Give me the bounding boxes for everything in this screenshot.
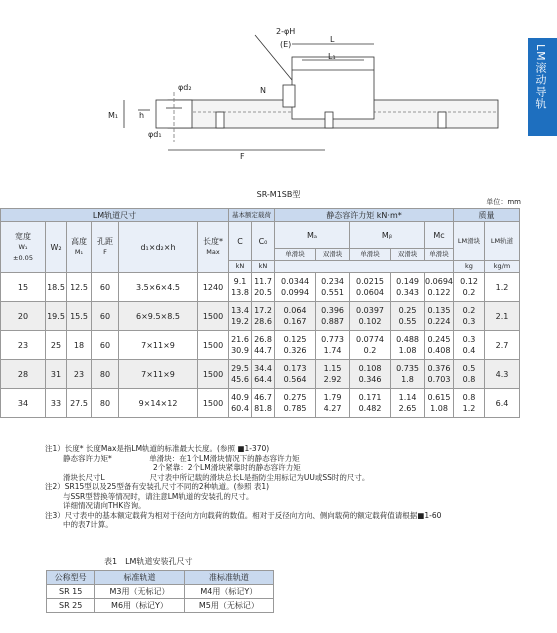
cell-c-value: 45.6	[231, 375, 249, 384]
cell-c0	[252, 331, 275, 360]
hdr-max: Max	[206, 248, 220, 256]
cell-c0-value: 26.8	[254, 335, 272, 344]
cell-mb2-value: 1.14	[398, 393, 417, 402]
cell-ma1-value: 0.564	[283, 375, 307, 384]
cell-mc-value: 0.245	[427, 335, 451, 344]
t1-cell: M6用（标记Y）	[95, 599, 184, 613]
t1-header: 标准轨道	[95, 571, 184, 585]
cell-blk-value: 0.3	[462, 335, 476, 344]
cell-c0-value: 11.7	[254, 277, 272, 286]
cell-c-value: 21.6	[231, 335, 249, 344]
cell-rail: 2.1	[485, 302, 520, 331]
cell-mb1-value: 0.0397	[356, 306, 385, 315]
hdr-lm-rail: LM轨道	[485, 222, 520, 261]
note-line: 2个紧靠：2个LM滑块紧靠时的静态容许力矩	[63, 463, 301, 472]
label-d2: φd₂	[178, 83, 192, 92]
hdr-height	[67, 222, 92, 273]
hdr-pitch	[92, 222, 119, 273]
cell-m1: 23	[67, 360, 92, 389]
cell-c0-value: 46.7	[254, 393, 272, 402]
table-row	[1, 331, 520, 360]
cell-ma2-value: 2.92	[323, 375, 342, 384]
cell-mc-value: 0.703	[427, 375, 451, 384]
cell-bolt: 7×11×9	[119, 331, 198, 360]
cell-c0	[252, 389, 275, 418]
cell-w1: 20	[1, 302, 46, 331]
cell-bolt: 6×9.5×8.5	[119, 302, 198, 331]
hdr-w1: W₁	[18, 242, 28, 251]
t1-cell: SR 15	[47, 585, 95, 599]
cell-ma1-value: 0.785	[283, 404, 307, 413]
cell-c0-value: 20.5	[254, 288, 272, 297]
cell-mc-value: 1.08	[430, 404, 448, 413]
cell-c0-value: 81.8	[254, 404, 272, 413]
cell-mb1	[349, 389, 390, 418]
cell-ma2	[316, 273, 350, 302]
cell-c	[229, 389, 252, 418]
side-tab-label: LM滚动导轨	[534, 44, 547, 110]
cell-blk-value: 0.2	[462, 306, 476, 315]
hdr-f: F	[103, 248, 107, 256]
cell-w1: 15	[1, 273, 46, 302]
cell-ma1-value: 0.0344	[281, 277, 310, 286]
cell-c-value: 40.9	[231, 393, 249, 402]
cell-mc-value: 0.122	[427, 288, 451, 297]
cell-m1: 27.5	[67, 389, 92, 418]
t1-cell: M5用（无标记）	[184, 599, 273, 613]
cell-c	[229, 302, 252, 331]
hdr-length-label: 长度*	[203, 237, 223, 246]
cell-f: 60	[92, 331, 119, 360]
unit-c0: kN	[252, 261, 275, 273]
cell-mb2-value: 1.8	[401, 375, 414, 384]
cell-ma2	[316, 302, 350, 331]
cell-blk-value: 0.3	[462, 317, 476, 326]
cell-mb1-value: 0.0774	[356, 335, 385, 344]
cell-mb2-value: 2.65	[398, 404, 417, 413]
note-line: 注3）尺寸表中的基本额定载荷为相对于径向方向载荷的数值。相对于反径向方向、侧向载荷的额定载荷值请根据■1-60	[45, 510, 442, 520]
cell-blk	[454, 389, 485, 418]
cell-m1: 15.5	[67, 302, 92, 331]
hdr-bolt: d₁×d₂×h	[119, 222, 198, 273]
cell-w2: 33	[46, 389, 67, 418]
cell-mb1-value: 0.346	[358, 375, 382, 384]
cell-c-value: 9.1	[233, 277, 247, 286]
cell-blk-value: 0.12	[460, 277, 478, 286]
cell-max: 1500	[198, 331, 229, 360]
t1-cell: M4用（标记Y）	[184, 585, 273, 599]
cell-ma2-value: 0.887	[321, 317, 344, 326]
cell-f: 60	[92, 273, 119, 302]
cell-max: 1240	[198, 273, 229, 302]
cell-mc	[425, 331, 454, 360]
unit-label: 单位：mm	[486, 198, 521, 206]
cell-ma1	[275, 331, 316, 360]
cell-mb1-value: 0.482	[358, 404, 382, 413]
cell-ma1-value: 0.275	[283, 393, 307, 402]
table1	[46, 570, 274, 613]
hdr-mb: Mᵦ	[349, 222, 424, 249]
cell-blk-value: 0.8	[462, 375, 476, 384]
cell-blk-value: 0.2	[462, 288, 476, 297]
cell-ma2-value: 0.551	[321, 288, 344, 297]
hdr-width	[1, 222, 46, 273]
cell-mc-value: 0.408	[427, 346, 451, 355]
cell-blk	[454, 302, 485, 331]
note-line: 静态容许力矩* 单滑块：在1个LM滑块情况下的静态容许力矩	[63, 453, 300, 463]
cell-f: 60	[92, 302, 119, 331]
cell-w1: 28	[1, 360, 46, 389]
note-line: 滑块长尺寸L 尺寸表中所记载的滑块总长L是指防尘用标记为UU或SS时的尺寸。	[63, 472, 370, 482]
group-mass: 质量	[454, 209, 520, 222]
label-d1: φd₁	[148, 130, 162, 139]
cell-mc-value: 0.0694	[425, 277, 453, 286]
cell-bolt: 3.5×6×4.5	[119, 273, 198, 302]
cell-max: 1500	[198, 302, 229, 331]
cell-m1: 18	[67, 331, 92, 360]
cell-mb2	[391, 302, 425, 331]
side-tab[interactable]	[528, 38, 557, 136]
cell-mb2-value: 0.488	[396, 335, 419, 344]
note-line: 中的表7计算。	[63, 520, 113, 529]
cell-ma2-value: 0.396	[321, 306, 344, 315]
t1-header: 准标准轨道	[184, 571, 273, 585]
hdr-height-label: 高度	[71, 237, 87, 246]
cell-ma2	[316, 389, 350, 418]
hdr-ma: Mₐ	[275, 222, 350, 249]
cell-mb2-value: 0.735	[396, 364, 419, 373]
cell-blk	[454, 273, 485, 302]
cell-mb2-value: 0.25	[398, 306, 417, 315]
cell-mc	[425, 302, 454, 331]
cell-rail: 2.7	[485, 331, 520, 360]
cell-ma1-value: 0.125	[283, 335, 307, 344]
cell-ma2-value: 0.773	[321, 335, 344, 344]
cell-max: 1500	[198, 360, 229, 389]
cell-ma1	[275, 389, 316, 418]
cell-ma2-value: 1.15	[323, 364, 342, 373]
cell-mb1-value: 0.171	[358, 393, 382, 402]
cell-c	[229, 273, 252, 302]
table-row	[1, 389, 520, 418]
table-row	[1, 360, 520, 389]
cell-ma2-value: 0.234	[321, 277, 344, 286]
cell-f: 80	[92, 389, 119, 418]
cell-c-value: 29.5	[231, 364, 249, 373]
hdr-mc: Mc	[425, 222, 454, 249]
unit-kg: kg	[454, 261, 485, 273]
cell-c-value: 30.9	[231, 346, 249, 355]
label-l: L	[330, 35, 335, 44]
cell-mc	[425, 389, 454, 418]
hdr-width-label: 宽度	[15, 231, 31, 241]
hdr-lm-block: LM滑块	[454, 222, 485, 261]
cell-ma1	[275, 273, 316, 302]
cell-c	[229, 331, 252, 360]
cell-mc-value: 0.135	[427, 306, 451, 315]
cell-w2: 31	[46, 360, 67, 389]
group-rail-dims: LM轨道尺寸	[1, 209, 229, 222]
figure-caption: SR-M1SB型	[256, 190, 301, 199]
hdr-length	[198, 222, 229, 273]
cell-c0	[252, 360, 275, 389]
cell-c-value: 13.4	[231, 306, 249, 315]
cell-blk-value: 0.8	[462, 393, 476, 402]
cell-ma1-value: 0.326	[283, 346, 307, 355]
cell-c0-value: 64.4	[254, 375, 272, 384]
label-e: (E)	[280, 40, 292, 49]
cell-c	[229, 360, 252, 389]
spec-table	[0, 208, 520, 418]
cell-mc-value: 0.376	[427, 364, 451, 373]
table1-caption: 表1 LM轨道安装孔尺寸	[104, 557, 193, 566]
cell-mb2-value: 0.55	[398, 317, 417, 326]
notes	[45, 444, 535, 530]
cell-ma1-value: 0.0994	[281, 288, 310, 297]
t1-cell: SR 25	[47, 599, 95, 613]
cell-w2: 25	[46, 331, 67, 360]
cell-c0	[252, 273, 275, 302]
cell-mb1	[349, 331, 390, 360]
cell-c0	[252, 302, 275, 331]
cell-ma2-value: 4.27	[323, 404, 342, 413]
cell-rail: 1.2	[485, 273, 520, 302]
cell-c0-value: 17.2	[254, 306, 272, 315]
cell-f: 80	[92, 360, 119, 389]
cell-bolt: 9×14×12	[119, 389, 198, 418]
cell-ma1	[275, 302, 316, 331]
hdr-m1: M₁	[74, 248, 84, 256]
cell-mb1	[349, 360, 390, 389]
cell-mb1-value: 0.108	[358, 364, 382, 373]
cell-mb2-value: 1.08	[398, 346, 417, 355]
hdr-ma-double: 双滑块	[316, 249, 350, 261]
note-line: 注1）长度* 长度Max是指LM轨道的标准最大长度。(参照 ■1-370)	[45, 444, 270, 453]
t1-cell: M3用（无标记）	[95, 585, 184, 599]
cell-mb2	[391, 389, 425, 418]
cell-rail: 4.3	[485, 360, 520, 389]
cell-c-value: 13.8	[231, 288, 249, 297]
cell-c0-value: 28.6	[254, 317, 272, 326]
cell-mc-value: 0.224	[427, 317, 451, 326]
note-line: 与SSR型替换等情况时，请注意LM轨道的安装孔的尺寸。	[63, 491, 254, 501]
cell-blk-value: 0.4	[462, 346, 476, 355]
cell-m1: 12.5	[67, 273, 92, 302]
label-l1: L₁	[328, 52, 336, 61]
hdr-c0: C₀	[252, 222, 275, 261]
cell-ma1	[275, 360, 316, 389]
cell-ma2-value: 1.79	[323, 393, 342, 402]
cell-mb1-value: 0.2	[363, 346, 377, 355]
cell-mb2	[391, 331, 425, 360]
cell-w2: 19.5	[46, 302, 67, 331]
cell-ma1-value: 0.167	[283, 317, 307, 326]
cell-mb1	[349, 273, 390, 302]
cell-mb2	[391, 273, 425, 302]
cell-blk	[454, 360, 485, 389]
cell-mb1	[349, 302, 390, 331]
label-f: F	[240, 152, 245, 161]
cell-mb1-value: 0.102	[358, 317, 382, 326]
t1-header: 公称型号	[47, 571, 95, 585]
hdr-mb-double: 双滑块	[391, 249, 425, 261]
cell-mc	[425, 273, 454, 302]
cell-mb1-value: 0.0215	[356, 277, 385, 286]
cell-rail: 6.4	[485, 389, 520, 418]
group-static-moment: 静态容许力矩 kN·m*	[275, 209, 454, 222]
cell-w1: 23	[1, 331, 46, 360]
cell-mb2	[391, 360, 425, 389]
cell-w1: 34	[1, 389, 46, 418]
cell-mb2-value: 0.343	[396, 288, 419, 297]
hdr-w1-tol: ±0.05	[13, 253, 33, 262]
cell-blk-value: 1.2	[462, 404, 476, 413]
label-holes: 2-φH	[276, 27, 296, 36]
hdr-mc-single: 单滑块	[425, 249, 454, 261]
cell-w2: 18.5	[46, 273, 67, 302]
hdr-w2: W₂	[46, 222, 67, 273]
note-line: 注2）SR15型以及25型备有安装孔尺寸不同的2种轨道。(参照 表1)	[45, 482, 270, 491]
cell-mb1-value: 0.0604	[356, 288, 385, 297]
hdr-pitch-label: 孔距	[97, 237, 113, 246]
cell-blk	[454, 331, 485, 360]
unit-c: kN	[229, 261, 252, 273]
table-row	[1, 302, 520, 331]
unit-kgm: kg/m	[485, 261, 520, 273]
cell-ma2	[316, 360, 350, 389]
cell-mb2-value: 0.149	[396, 277, 419, 286]
cell-ma2-value: 1.74	[323, 346, 342, 355]
hdr-ma-single: 单滑块	[275, 249, 316, 261]
cell-bolt: 7×11×9	[119, 360, 198, 389]
hdr-mb-single: 单滑块	[349, 249, 390, 261]
cell-blk-value: 0.5	[462, 364, 476, 373]
label-h: h	[139, 111, 145, 120]
cell-c-value: 60.4	[231, 404, 249, 413]
cell-max: 1500	[198, 389, 229, 418]
note-line: 详细情况请向THK咨询。	[63, 501, 146, 510]
label-m1: M₁	[108, 111, 119, 120]
group-basic-rating: 基本额定载荷	[229, 209, 275, 222]
cell-mc	[425, 360, 454, 389]
cell-ma2	[316, 331, 350, 360]
cell-mc-value: 0.615	[427, 393, 451, 402]
table-row	[1, 273, 520, 302]
label-n: N	[260, 86, 266, 95]
cell-c0-value: 34.4	[254, 364, 272, 373]
cell-ma1-value: 0.173	[283, 364, 307, 373]
cell-ma1-value: 0.064	[283, 306, 307, 315]
cell-c0-value: 44.7	[254, 346, 272, 355]
hdr-c: C	[229, 222, 252, 261]
cell-c-value: 19.2	[231, 317, 249, 326]
